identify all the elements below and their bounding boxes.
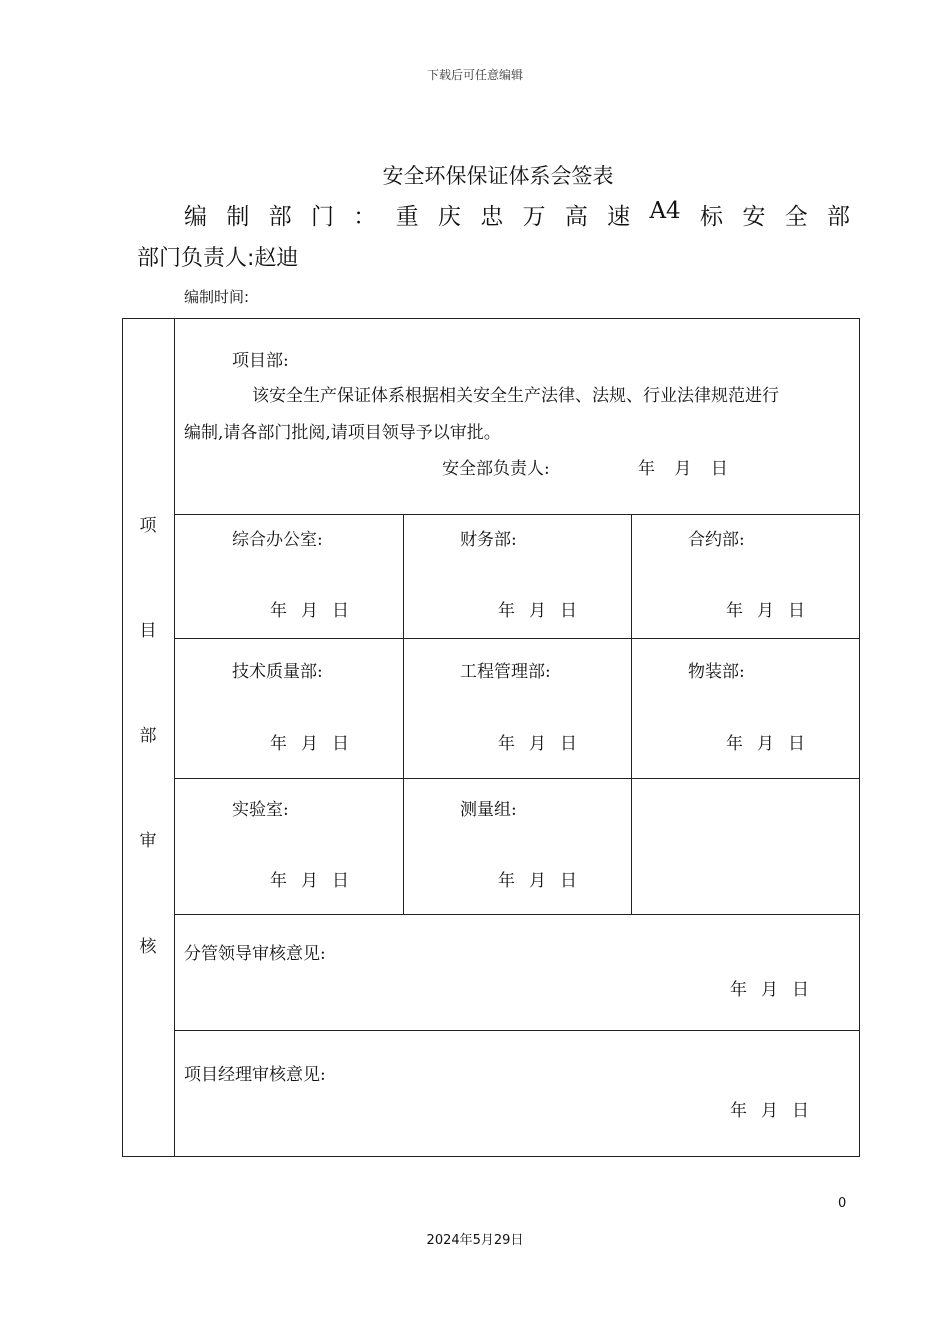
date-day: 日	[332, 601, 349, 621]
date-month: 月	[674, 459, 692, 479]
row-divider	[174, 914, 860, 915]
dept-date	[498, 596, 577, 621]
date-month: 月	[529, 871, 546, 891]
date-day: 日	[560, 734, 577, 754]
dept-label: 实验室:	[232, 800, 289, 820]
header-note: 下载后可任意编辑	[426, 68, 523, 82]
leader-review-label: 分管领导审核意见:	[184, 944, 326, 964]
footer-date: 2024年5月29日	[426, 1233, 524, 1248]
dept-label: 财务部:	[460, 530, 517, 550]
date-year: 年	[730, 980, 747, 1000]
dept-date	[498, 866, 577, 891]
date-day: 日	[792, 1101, 809, 1121]
date-year: 年	[270, 734, 287, 754]
date-month: 月	[529, 734, 546, 754]
date-year: 年	[730, 1101, 747, 1121]
dept-char: 安	[742, 204, 766, 230]
manager-review-label: 项目经理审核意见:	[184, 1065, 326, 1085]
dept-label: 物装部:	[688, 662, 745, 682]
dept-char: 高	[564, 204, 588, 230]
project-body-line2: 编制,请各部门批阅,请项目领导予以审批。	[184, 423, 501, 443]
dept-char: A4	[649, 198, 681, 224]
dept-char: 编	[184, 204, 207, 230]
leader-review-date	[730, 975, 809, 1000]
row-divider	[174, 778, 860, 779]
side-column-divider	[174, 318, 175, 1157]
date-day: 日	[332, 871, 349, 891]
dept-char: 重	[395, 204, 419, 230]
date-month: 月	[301, 871, 318, 891]
dept-char: 标	[700, 204, 723, 230]
date-day: 日	[792, 980, 809, 1000]
date-month: 月	[529, 601, 546, 621]
date-year: 年	[498, 601, 515, 621]
dept-date	[726, 729, 805, 754]
side-label-char: 目	[139, 621, 157, 641]
page-title: 安全环保保证体系会签表	[382, 164, 614, 188]
date-day: 日	[560, 871, 577, 891]
page-number: 0	[838, 1196, 847, 1211]
dept-char: 忠	[480, 204, 504, 230]
dept-char: 全	[784, 204, 808, 230]
compile-department	[184, 198, 850, 231]
date-day: 日	[332, 734, 349, 754]
date-month: 月	[301, 734, 318, 754]
date-day: 日	[788, 601, 805, 621]
side-label-char: 核	[139, 937, 157, 957]
date-year: 年	[726, 601, 743, 621]
date-month: 月	[761, 980, 778, 1000]
row-divider	[174, 514, 860, 515]
dept-label: 工程管理部:	[460, 662, 551, 682]
project-date	[638, 454, 728, 479]
dept-char: ：	[353, 204, 377, 230]
row-divider	[174, 638, 860, 639]
department-head: 部门负责人:赵迪	[137, 246, 299, 271]
safety-signer-label: 安全部负责人:	[442, 459, 550, 479]
column-divider	[403, 514, 404, 914]
dept-char: 门	[310, 204, 334, 230]
dept-label: 测量组:	[460, 800, 517, 820]
date-year: 年	[638, 459, 655, 479]
dept-char: 部	[268, 204, 292, 230]
date-day: 日	[788, 734, 805, 754]
dept-label: 综合办公室:	[232, 530, 323, 550]
date-month: 月	[761, 1101, 778, 1121]
row-divider	[174, 1030, 860, 1031]
project-heading: 项目部:	[232, 351, 289, 371]
date-day: 日	[710, 459, 728, 479]
side-label-char: 项	[139, 516, 157, 536]
dept-date	[726, 596, 805, 621]
project-body-line1: 该安全生产保证体系根据相关安全生产法律、法规、行业法律规范进行	[252, 386, 779, 406]
date-year: 年	[270, 601, 287, 621]
dept-label: 合约部:	[688, 530, 745, 550]
dept-char: 速	[607, 204, 631, 230]
dept-label: 技术质量部:	[232, 662, 323, 682]
manager-review-date	[730, 1096, 809, 1121]
dept-date	[270, 729, 349, 754]
dept-char: 制	[226, 204, 250, 230]
date-year: 年	[270, 871, 287, 891]
dept-char: 万	[522, 204, 546, 230]
dept-char: 庆	[437, 204, 461, 230]
date-month: 月	[757, 601, 774, 621]
date-year: 年	[726, 734, 743, 754]
compile-time: 编制时间:	[184, 288, 250, 306]
date-month: 月	[301, 601, 318, 621]
side-label-char: 审	[139, 831, 157, 851]
date-year: 年	[498, 871, 515, 891]
date-day: 日	[560, 601, 577, 621]
dept-char: 部	[826, 204, 850, 230]
date-year: 年	[498, 734, 515, 754]
dept-date	[498, 729, 577, 754]
date-month: 月	[757, 734, 774, 754]
column-divider	[631, 514, 632, 914]
dept-date	[270, 866, 349, 891]
side-label-char: 部	[139, 726, 157, 746]
dept-date	[270, 596, 349, 621]
